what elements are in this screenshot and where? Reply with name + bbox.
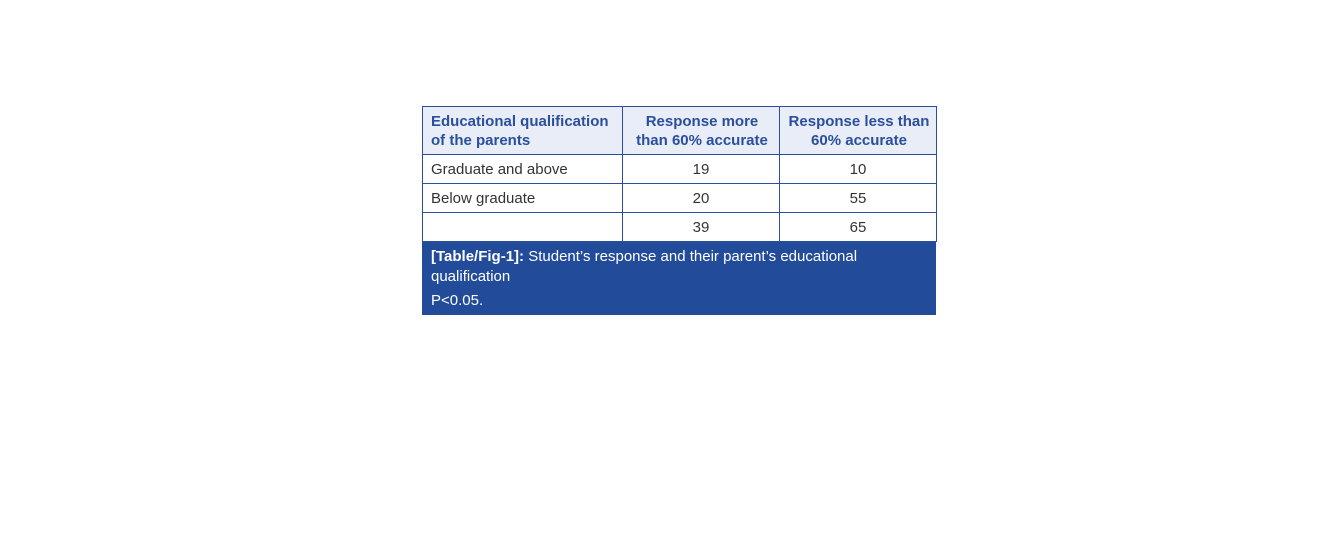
header-cell-qualification: Educational qualification of the parents <box>423 107 623 155</box>
table-row <box>423 155 937 184</box>
caption-line <box>431 247 928 287</box>
header-cell-more-accurate: Response more than 60% accurate <box>623 107 780 155</box>
caption-note: P<0.05. <box>431 292 484 309</box>
table-caption <box>422 242 936 315</box>
cell-value: 55 <box>780 184 937 213</box>
header-cell-less-accurate: Response less than 60% accurate <box>780 107 937 155</box>
table-row-total <box>423 213 937 242</box>
row-label: Graduate and above <box>423 155 623 184</box>
header-row <box>423 107 937 155</box>
figure-label: [Table/Fig-1]: <box>431 248 525 265</box>
cell-value: 39 <box>623 213 780 242</box>
cell-value: 20 <box>623 184 780 213</box>
row-label: Below graduate <box>423 184 623 213</box>
table-row <box>423 184 937 213</box>
caption-text: Student’s response and their parent’s educational qualification <box>431 248 858 285</box>
cell-value: 10 <box>780 155 937 184</box>
table-figure <box>422 106 936 315</box>
cell-value: 19 <box>623 155 780 184</box>
data-table <box>422 106 937 242</box>
row-label <box>423 213 623 242</box>
cell-value: 65 <box>780 213 937 242</box>
